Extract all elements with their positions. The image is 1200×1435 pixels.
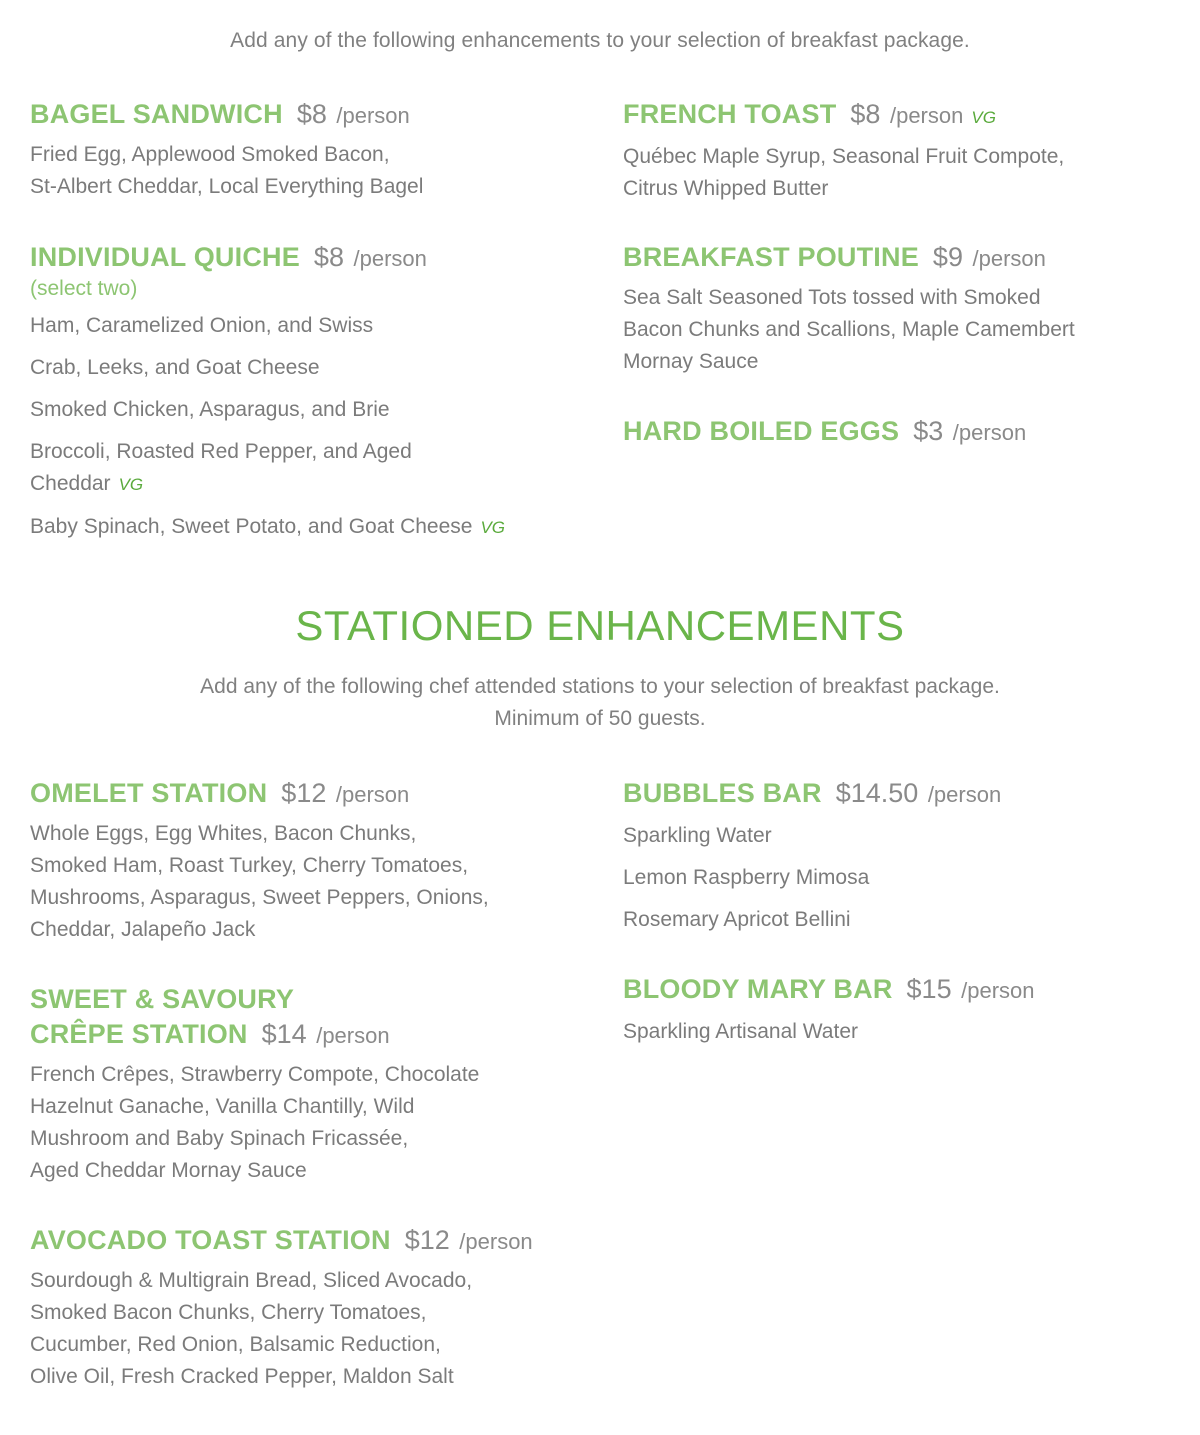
item-description	[30, 1265, 600, 1393]
item-price-unit: /person	[353, 246, 427, 271]
item-heading	[623, 414, 1193, 450]
item-name: HARD BOILED EGGS	[623, 416, 900, 446]
option-text: Crab, Leeks, and Goat Cheese	[30, 356, 320, 379]
vegetarian-tag: VG	[118, 475, 144, 494]
item-note: (select two)	[30, 277, 138, 300]
subtitle-line: Minimum of 50 guests.	[494, 707, 706, 730]
item-name: BUBBLES BAR	[623, 778, 822, 808]
menu-item-bloody-mary-bar	[623, 972, 1193, 1048]
item-price: $12	[281, 778, 327, 808]
item-price: $9	[932, 242, 963, 272]
menu-item-bubbles-bar	[623, 776, 1193, 936]
description-line: Smoked Bacon Chunks, Cherry Tomatoes,	[30, 1301, 427, 1324]
menu-item-french-toast	[623, 97, 1193, 205]
description-line: Cheddar, Jalapeño Jack	[30, 918, 256, 941]
option-text: Cheddar	[30, 472, 111, 495]
menu-item-avocado-toast-station	[30, 1223, 600, 1393]
item-name: BAGEL SANDWICH	[30, 99, 283, 129]
description-line: Aged Cheddar Mornay Sauce	[30, 1159, 307, 1182]
bar-option: Sparkling Artisanal Water	[623, 1020, 858, 1043]
menu-item-omelet-station	[30, 776, 600, 946]
description-line: Hazelnut Ganache, Vanilla Chantilly, Wild	[30, 1095, 415, 1118]
quiche-option	[30, 394, 600, 426]
item-price: $14.50	[835, 778, 919, 808]
item-price: $3	[913, 416, 944, 446]
menu-item-bagel-sandwich	[30, 97, 600, 203]
description-line: Sea Salt Seasoned Tots tossed with Smoked	[623, 286, 1041, 309]
section-title-stationed: STATIONED ENHANCEMENTS	[295, 602, 905, 649]
menu-item-hard-boiled-eggs	[623, 414, 1193, 450]
description-line: Fried Egg, Applewood Smoked Bacon,	[30, 143, 390, 166]
bar-option: Lemon Raspberry Mimosa	[623, 866, 870, 889]
item-price-unit: /person	[961, 978, 1035, 1003]
item-heading	[623, 972, 1193, 1008]
item-description	[623, 282, 1193, 378]
quiche-option	[30, 511, 600, 544]
item-name: AVOCADO TOAST STATION	[30, 1225, 391, 1255]
item-name: BLOODY MARY BAR	[623, 974, 893, 1004]
subtitle-line: Add any of the following chef attended stations to your selection of breakfast package.	[200, 675, 1000, 698]
menu-item-individual-quiche	[30, 240, 600, 544]
item-price-unit: /person	[972, 246, 1046, 271]
description-line: Olive Oil, Fresh Cracked Pepper, Maldon Salt	[30, 1365, 454, 1388]
item-heading	[30, 1223, 600, 1259]
item-price: $14	[261, 1019, 307, 1049]
item-price: $12	[404, 1225, 450, 1255]
description-line: Whole Eggs, Egg Whites, Bacon Chunks,	[30, 822, 417, 845]
description-line: Bacon Chunks and Scallions, Maple Camembert	[623, 318, 1075, 341]
description-line: Mushrooms, Asparagus, Sweet Peppers, Onions,	[30, 886, 489, 909]
section-subtitle-stationed	[0, 671, 1200, 735]
item-name: OMELET STATION	[30, 778, 268, 808]
description-line: Sourdough & Multigrain Bread, Sliced Avocado,	[30, 1269, 473, 1292]
option-text: Ham, Caramelized Onion, and Swiss	[30, 314, 374, 337]
item-name-line: SWEET & SAVOURY	[30, 984, 295, 1014]
item-heading	[30, 982, 600, 1053]
item-heading	[623, 240, 1193, 276]
description-line: Québec Maple Syrup, Seasonal Fruit Compote,	[623, 145, 1065, 168]
bar-options	[623, 820, 1193, 936]
item-description	[30, 1059, 600, 1187]
item-price-unit: /person	[927, 782, 1002, 807]
bar-option: Sparkling Water	[623, 824, 772, 847]
item-price: $8	[296, 99, 327, 129]
item-price: $8	[850, 99, 881, 129]
description-line: St-Albert Cheddar, Local Everything Bagel	[30, 175, 424, 198]
item-description	[623, 141, 1193, 205]
description-line: Cucumber, Red Onion, Balsamic Reduction,	[30, 1333, 441, 1356]
item-description	[30, 818, 600, 946]
option-text: Broccoli, Roasted Red Pepper, and Aged	[30, 440, 412, 463]
item-price-unit: /person	[335, 782, 410, 807]
item-heading	[30, 776, 600, 812]
bar-option: Rosemary Apricot Bellini	[623, 908, 851, 931]
item-description	[30, 139, 600, 203]
quiche-option	[30, 436, 600, 501]
item-price-unit: /person	[316, 1023, 390, 1048]
item-name: BREAKFAST POUTINE	[623, 242, 919, 272]
quiche-option	[30, 352, 600, 384]
quiche-options	[30, 310, 600, 544]
quiche-option	[30, 310, 600, 342]
item-heading	[623, 776, 1193, 812]
menu-item-crepe-station	[30, 982, 600, 1187]
item-heading	[623, 97, 1193, 135]
item-price-unit: /person	[336, 103, 410, 128]
description-line: Smoked Ham, Roast Turkey, Cherry Tomatoes,	[30, 854, 469, 877]
description-line: Citrus Whipped Butter	[623, 177, 829, 200]
option-text: Smoked Chicken, Asparagus, and Brie	[30, 398, 390, 421]
enhancements-intro: Add any of the following enhancements to your selection of breakfast package.	[230, 29, 970, 52]
description-line: Mushroom and Baby Spinach Fricassée,	[30, 1127, 409, 1150]
item-name-line: CRÊPE STATION	[30, 1019, 248, 1049]
vegetarian-tag: VG	[971, 108, 996, 127]
vegetarian-tag: VG	[480, 518, 506, 537]
item-price: $15	[906, 974, 952, 1004]
item-price-unit: /person	[952, 420, 1027, 445]
item-price-unit: /person	[889, 103, 964, 128]
description-line: French Crêpes, Strawberry Compote, Chocolate	[30, 1063, 480, 1086]
item-price: $8	[313, 242, 344, 272]
description-line: Mornay Sauce	[623, 350, 759, 373]
option-text: Baby Spinach, Sweet Potato, and Goat Cheese	[30, 515, 473, 538]
item-price-unit: /person	[459, 1229, 533, 1254]
item-name: FRENCH TOAST	[623, 99, 837, 129]
item-name: INDIVIDUAL QUICHE	[30, 242, 300, 272]
menu-item-breakfast-poutine	[623, 240, 1193, 378]
bar-options	[623, 1016, 1193, 1048]
item-heading	[30, 97, 600, 133]
item-heading	[30, 240, 600, 276]
